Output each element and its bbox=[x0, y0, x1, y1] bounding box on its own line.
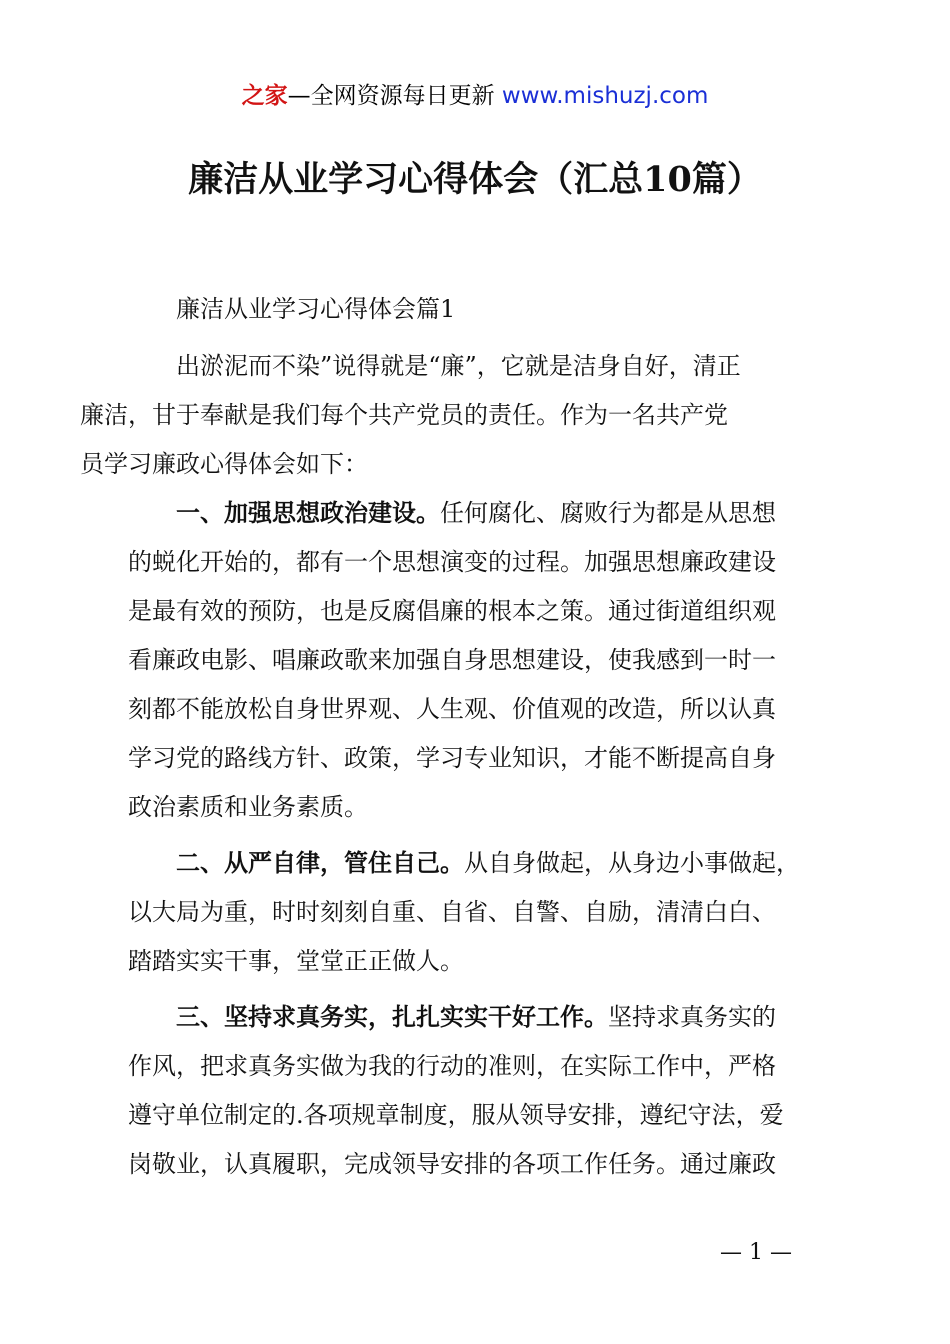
intro-line-3: 员学习廉政心得体会如下： bbox=[80, 450, 368, 478]
section-2-line-1: 从自身做起，从身边小事做起， bbox=[464, 849, 800, 877]
intro-line-2: 廉洁，甘于奉献是我们每个共产党员的责任。作为一名共产党 bbox=[80, 401, 728, 429]
site-brand: 之家 bbox=[241, 83, 288, 109]
section-2-heading: 二、从严自律，管住自己。 bbox=[176, 849, 464, 877]
section-2-line-3: 踏踏实实干事，堂堂正正做人。 bbox=[128, 947, 464, 975]
intro-paragraph bbox=[80, 342, 836, 489]
section-2-line-2: 以大局为重，时时刻刻自重、自省、自警、自励，清清白白、 bbox=[128, 898, 776, 926]
document-title: 廉洁从业学习心得体会（汇总10篇） bbox=[188, 159, 762, 200]
section-3-line-3: 遵守单位制定的.各项规章制度，服从领导安排，遵纪守法，爱 bbox=[128, 1101, 784, 1129]
section-1-line-2: 的蜕化开始的，都有一个思想演变的过程。加强思想廉政建设 bbox=[128, 548, 776, 576]
section-paragraph-2 bbox=[128, 839, 836, 986]
section-3-line-4: 岗敬业，认真履职，完成领导安排的各项工作任务。通过廉政 bbox=[128, 1150, 776, 1178]
section-paragraph-3 bbox=[128, 993, 836, 1189]
document-body bbox=[80, 285, 836, 1189]
site-url-link[interactable]: www.mishuzj.com bbox=[501, 83, 709, 109]
section-1-line-1: 任何腐化、腐败行为都是从思想 bbox=[440, 499, 776, 527]
section-1-line-6: 学习党的路线方针、政策，学习专业知识，才能不断提高自身 bbox=[128, 744, 776, 772]
section-subtitle: 廉洁从业学习心得体会篇1 bbox=[176, 295, 456, 323]
section-3-line-1: 坚持求真务实的 bbox=[608, 1003, 776, 1031]
section-1-line-7: 政治素质和业务素质。 bbox=[128, 793, 368, 821]
section-paragraph-1 bbox=[128, 489, 836, 832]
site-tagline: —全网资源每日更新 bbox=[287, 83, 495, 109]
section-1-heading: 一、加强思想政治建设。 bbox=[176, 499, 440, 527]
site-header bbox=[0, 80, 950, 112]
page-number: — 1 — bbox=[720, 1240, 792, 1265]
section-1-line-4: 看廉政电影、唱廉政歌来加强自身思想建设，使我感到一时一 bbox=[128, 646, 776, 674]
intro-line-1: 出淤泥而不染”说得就是“廉”，它就是洁身自好，清正 bbox=[176, 352, 741, 380]
section-1-line-3: 是最有效的预防，也是反腐倡廉的根本之策。通过街道组织观 bbox=[128, 597, 776, 625]
section-1-line-5: 刻都不能放松自身世界观、人生观、价值观的改造，所以认真 bbox=[128, 695, 776, 723]
section-3-line-2: 作风，把求真务实做为我的行动的准则，在实际工作中，严格 bbox=[128, 1052, 776, 1080]
section-3-heading: 三、坚持求真务实，扎扎实实干好工作。 bbox=[176, 1003, 608, 1031]
